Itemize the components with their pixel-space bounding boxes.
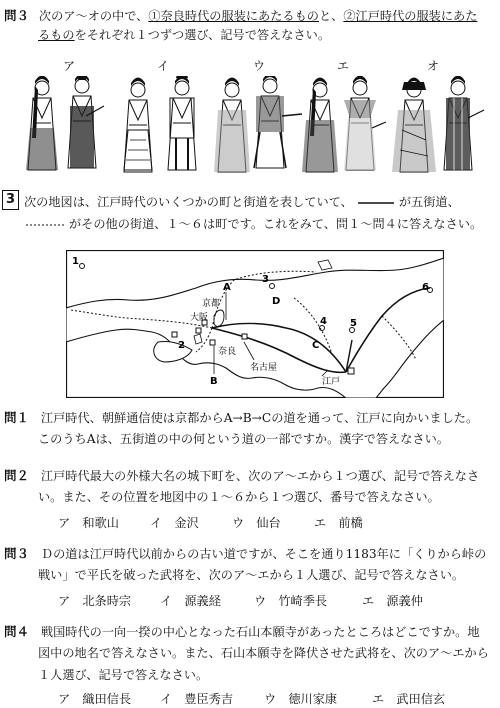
q4-option-a: ア 織田信長 bbox=[58, 692, 132, 706]
costume-label-o: オ bbox=[427, 59, 440, 73]
q3-line1: 問３ Ｄの道は江戸時代以前からの古い道ですが、そこを通り1183年に「くりから峠の bbox=[4, 546, 487, 561]
costume-label-e: エ bbox=[337, 59, 350, 73]
q4-number: 問４ bbox=[4, 624, 30, 639]
q4-option-e: エ 武田信玄 bbox=[372, 692, 446, 706]
q2-option-a: ア 和歌山 bbox=[58, 516, 119, 530]
map-osaka: 大阪 bbox=[190, 313, 209, 323]
q1-line1: 問１ 江戸時代、朝鮮通信使は京都からA→B→Cの道を通って、江戸に向かいました。 bbox=[4, 410, 479, 425]
q2-number: 問２ bbox=[4, 468, 30, 483]
q4-line2: 図中の地名で答えなさい。また、石山本願寺を降伏させた武将を、次のア～エから bbox=[38, 646, 489, 660]
q3-option-i: イ 源義経 bbox=[160, 594, 221, 608]
map-kyoto: 京都 bbox=[202, 299, 221, 309]
map-road-a: A bbox=[223, 282, 231, 293]
map-town-2: 2 bbox=[178, 340, 185, 351]
solid-line-legend bbox=[356, 198, 396, 208]
map-road-b: B bbox=[210, 376, 218, 387]
costume-label-a: ア bbox=[63, 59, 76, 73]
q3-top-line2: るものをそれぞれ１つずつ選び、記号で答えなさい。 bbox=[38, 28, 331, 42]
q2-line2: い。また、その位置を地図中の１～６から１つ選び、番号で答えなさい。 bbox=[38, 490, 440, 504]
q4-option-i: イ 豊臣秀吉 bbox=[160, 692, 234, 706]
q1-number: 問１ bbox=[4, 410, 30, 425]
q3-line2: 戦い」で平氏を破った武将を、次のア～エから１人選び、記号で答えなさい。 bbox=[38, 568, 465, 582]
map-nara: 奈良 bbox=[218, 347, 237, 357]
q3-number: 問３ bbox=[4, 546, 30, 561]
costume-o-pair bbox=[392, 76, 484, 172]
q4-line1: 問４ 戦国時代の一向一揆の中心となった石山本願寺があったところはどこですか。地 bbox=[4, 624, 480, 639]
q3-top-line1: 問３ 次のア～オの中で、①奈良時代の服装にあたるものと、②江戸時代の服装にあた bbox=[4, 8, 478, 23]
costume-e-pair bbox=[302, 76, 386, 172]
map-road-c: C bbox=[312, 340, 320, 351]
map-road-d: D bbox=[272, 296, 281, 307]
q4-option-u: ウ 徳川家康 bbox=[264, 692, 338, 706]
q3-top-number: 問３ bbox=[4, 8, 30, 23]
map-edo: 江戸 bbox=[322, 377, 341, 387]
q3-top-underline-edo: ②江戸時代の服装にあた bbox=[343, 9, 478, 23]
costume-i-pair bbox=[124, 76, 196, 172]
q4-line3: １人選び、記号で答えなさい。 bbox=[38, 668, 209, 682]
q2-option-u: ウ 仙台 bbox=[232, 516, 281, 530]
q3-option-e: エ 源義仲 bbox=[362, 594, 423, 608]
map-nagoya: 名古屋 bbox=[250, 363, 278, 373]
costume-a-pair bbox=[26, 76, 104, 170]
map-town-6: 6 bbox=[422, 282, 429, 293]
q1-line2: このうちAは、五街道の中の何という道の一部ですか。漢字で答えなさい。 bbox=[38, 432, 449, 446]
q3-option-u: ウ 竹崎季長 bbox=[254, 594, 328, 608]
dotted-line-legend bbox=[24, 220, 66, 230]
section-3-number: 3 bbox=[2, 190, 19, 210]
q3-option-a: ア 北条時宗 bbox=[58, 594, 132, 608]
q2-option-e: エ 前橋 bbox=[314, 516, 363, 530]
map-town-1: 1 bbox=[72, 256, 79, 267]
q2-line1: 問２ 江戸時代最大の外様大名の城下町を、次のア～エから１つ選び、記号で答えなさ bbox=[4, 468, 480, 483]
q3-top-underline-nara: ①奈良時代の服装にあたるもの bbox=[148, 9, 319, 23]
q2-option-i: イ 金沢 bbox=[150, 516, 199, 530]
map-town-3: 3 bbox=[262, 274, 269, 285]
costume-label-u: ウ bbox=[253, 59, 266, 73]
costume-illustrations bbox=[20, 76, 490, 178]
costume-u-pair bbox=[214, 76, 302, 172]
section-3-intro-line1: 次の地図は、江戸時代のいくつかの町と街道を表していて、 が五街道、 bbox=[24, 195, 460, 209]
section-3-intro-line2: がその他の街道、１～６は町です。これをみて、問１～問４に答えなさい。 bbox=[24, 215, 482, 232]
edo-period-map bbox=[66, 250, 444, 398]
map-town-5: 5 bbox=[350, 318, 357, 329]
costume-label-i: イ bbox=[157, 59, 170, 73]
map-town-4: 4 bbox=[320, 316, 327, 327]
